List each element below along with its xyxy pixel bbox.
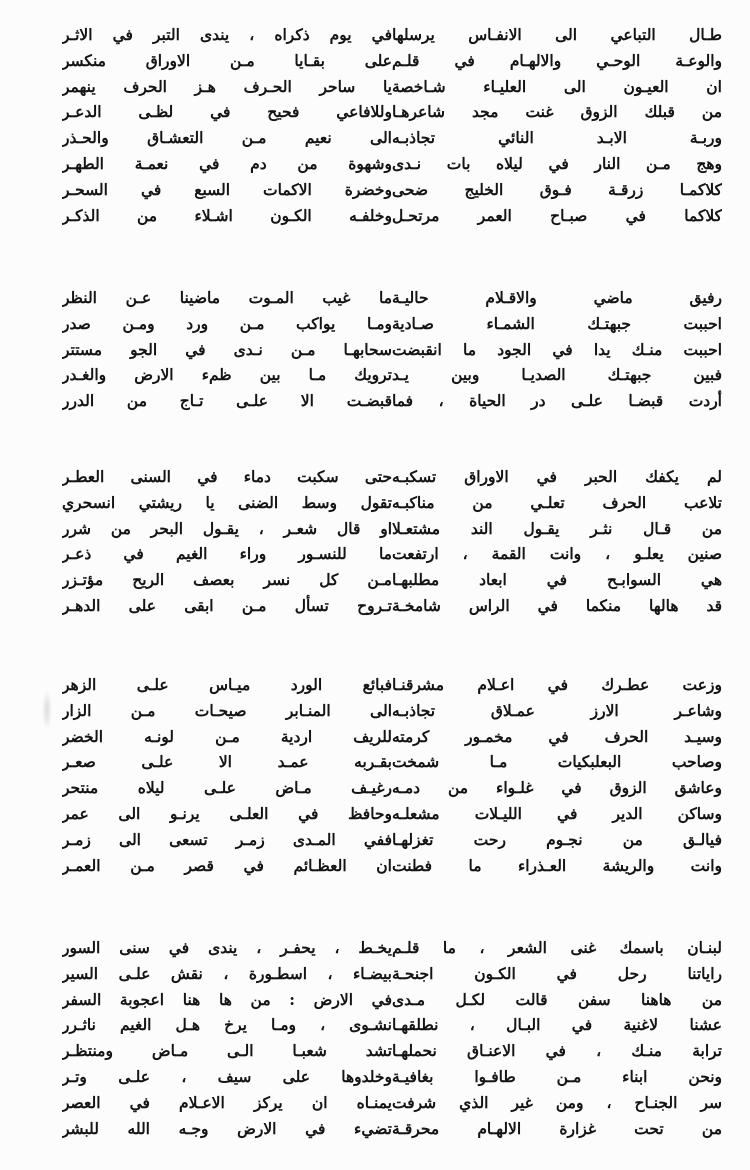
verse-line: فبائع الورد ميـاس علـى الزهر <box>62 675 392 694</box>
verse-line: والوعـة الوحـي والالهـام في قلـم <box>392 50 722 70</box>
verse-line: تلاعب الحرف تعلـي من مناكبـه <box>392 492 722 512</box>
verse-line: طـال التباعي الى الانفـاس يرسلها <box>392 25 722 44</box>
verse-line: عشنا لاغنية في البـال ، نطلقهـا <box>392 1015 722 1035</box>
verse-line: من تحت غزارة الالهـام محرقـة <box>392 1118 722 1138</box>
verse-line: من قبلك الزوق غنت مجد شاعرهـا <box>392 102 722 122</box>
stanza-5-left <box>62 935 392 1141</box>
verse-line: وساكن الدير في الليـلات مشعلـه <box>392 803 722 823</box>
verse-line: رفيق ماضي والاقـلام حاليـة <box>392 288 722 307</box>
verse-line: ما غيب المـوت ماضينا عـن النظر <box>62 288 392 307</box>
verse-line: ترويك مـا بين ظمء الارض والغـدر <box>62 365 392 385</box>
stanza-4-left <box>62 672 392 878</box>
verse-line: في الارض : من ها هنا اعجوبة السفر <box>62 989 392 1009</box>
verse-line: تقول وسط الضنى يا ريشتي انسحري <box>62 492 392 512</box>
verse-line: راياتنا رحل في الكـون اجنحـة <box>392 963 722 983</box>
verse-line: احببت منـك يدا في الجود ما انقبضت <box>392 339 722 359</box>
verse-line: فبين جبهتـك الصديـا وبين يـد <box>392 365 722 385</box>
verse-line: تـروح تسأل مـن ابقى على الدهـر <box>62 595 392 615</box>
verse-line: ففي المـدى زمـر تسعى الى زمـر <box>62 829 392 849</box>
verse-line: تشد شعبـا الـى مـاض ومنتظـر <box>62 1041 392 1061</box>
verse-line: بقـربه عمـد الا علـى صعـر <box>62 752 392 772</box>
stanza-1-left <box>62 22 392 228</box>
verse-line: على بقـايا مـن الاوراق منكسر <box>62 50 392 70</box>
verse-line: فيالـق من نجـوم رحت تغزلهـا <box>392 829 722 849</box>
verse-line: وخلدوها على سيف ، علـى وتـر <box>62 1066 392 1086</box>
verse-line: ان العيـون الى العليـاء شـاخصة <box>392 76 722 96</box>
verse-line: لم يكفك الحبر في الاوراق تسكبـه <box>392 467 722 486</box>
verse-line: وصاحب البعلبكيات مـا شمخت <box>392 752 722 772</box>
stanza-3-left <box>62 464 392 619</box>
stanza-1-right <box>392 22 722 228</box>
verse-line: سر الجنـاح ، ومن غير الذي شرفت <box>392 1092 722 1112</box>
verse-line: في يوم ذكراه ، يندى التبر في الاثـر <box>62 25 392 44</box>
verse-line: سحابهـا مـن نـدى في الجو مستتر <box>62 339 392 359</box>
stanza-5-right <box>392 935 722 1141</box>
stanza-2-left <box>62 285 392 414</box>
verse-line: ان العظـائم في قصر مـن العمـر <box>62 855 392 875</box>
verse-line: احببت جبهتـك الشمـاء صـادية <box>392 313 722 333</box>
verse-line: ونحن ابناء مـن طافـوا بغافيـة <box>392 1066 722 1086</box>
verse-line: وسيـد الحرف في مخمـور كرمته <box>392 726 722 746</box>
verse-line: قد هالها منكما في الراس شامخـة <box>392 595 722 615</box>
verse-line: وزعت عطـرك في اعـلام مشرقنـا <box>392 675 722 694</box>
verse-line: يا ساحر الحـرف هـز الحرف ينهمر <box>62 76 392 96</box>
verse-line: وخضرة الاكمات السبع في السحـر <box>62 179 392 199</box>
verse-line: يمنـاه ان يركز الاعـلام في العصر <box>62 1092 392 1112</box>
verse-line: او قال شعـر ، يقـول البحر من شرر <box>62 518 392 538</box>
verse-line: صنين يعلـو ، وانت القمة ، ارتفعت <box>392 544 722 564</box>
verse-line: رغيـف مـاض علـى ليلاه منتحر <box>62 778 392 798</box>
verse-line: ترابة منـك ، في الاعنـاق نحملهـا <box>392 1041 722 1061</box>
verse-line: نشـوى ، ومـا يرخ هـل الغيم ناثـرر <box>62 1015 392 1035</box>
stanza-2-right <box>392 285 722 414</box>
verse-line: للريف اردية مـن لونـه الخضر <box>62 726 392 746</box>
verse-line: وعاشق الزوق في غلـواء من دمـه <box>392 778 722 798</box>
verse-line: يخـط ، يحفـر ، يندى في سنى السور <box>62 938 392 957</box>
verse-line: من هاهنا سفن قالت لكـل مـدى <box>392 989 722 1009</box>
verse-line: وحافظ في العلـى يرنـو الى عمر <box>62 803 392 823</box>
verse-line: وانت والريشة العـذراء ما فطنت <box>392 855 722 875</box>
verse-line: كلاكما في صبـاح العمر مرتحـل <box>392 205 722 225</box>
scan-smudge <box>42 690 52 730</box>
verse-line: بيضـاء ، اسطـورة ، نقش علـى السير <box>62 963 392 983</box>
verse-line: أردت قبضـا علـى در الحياة ، فما <box>392 391 722 411</box>
verse-line: وشهوة من دم في نعمـة الطهـر <box>62 153 392 173</box>
verse-line: تضيء في الارض وجـه الله للبشر <box>62 1118 392 1138</box>
verse-line: قبضـت الا علـى تـاج من الدرر <box>62 391 392 411</box>
verse-line: ما للنسـور وراء الغيم في ذعـر <box>62 544 392 564</box>
verse-line: هي السوابـح في ابعاد مطلبهـا <box>392 570 722 590</box>
verse-line: الى المنـابر صيحـات مـن الزار <box>62 700 392 720</box>
stanza-3-right <box>392 464 722 619</box>
verse-line: وخلفـه الكـون اشـلاء من الذكـر <box>62 205 392 225</box>
verse-line: ومـا يواكب مـن ورد ومـن صدر <box>62 313 392 333</box>
verse-line: لبنـان باسمك غنى الشعر ، ما قلـم <box>392 938 722 957</box>
stanza-4-right <box>392 672 722 878</box>
verse-line: من قـال نثـر يقـول الند مشتعـلا <box>392 518 722 538</box>
verse-line: وشاعـر الارز عمـلاق تجاذبـه <box>392 700 722 720</box>
verse-line: مـن كل نسر بعصف الريح مؤتـزر <box>62 570 392 590</box>
verse-line: كلاكمـا زرقـة فـوق الخليج ضحى <box>392 179 722 199</box>
verse-line: وللافاعي فحيح في لظـى الدعـر <box>62 102 392 122</box>
verse-line: الى نعيم مـن التعشـاق والحـذر <box>62 128 392 148</box>
verse-line: حتى سكبت دماء في السنى العطـر <box>62 467 392 486</box>
verse-line: وربـة الابـد النائي تجاذبـه <box>392 128 722 148</box>
verse-line: وهج مـن النار في ليلاه بات نـدى <box>392 153 722 173</box>
